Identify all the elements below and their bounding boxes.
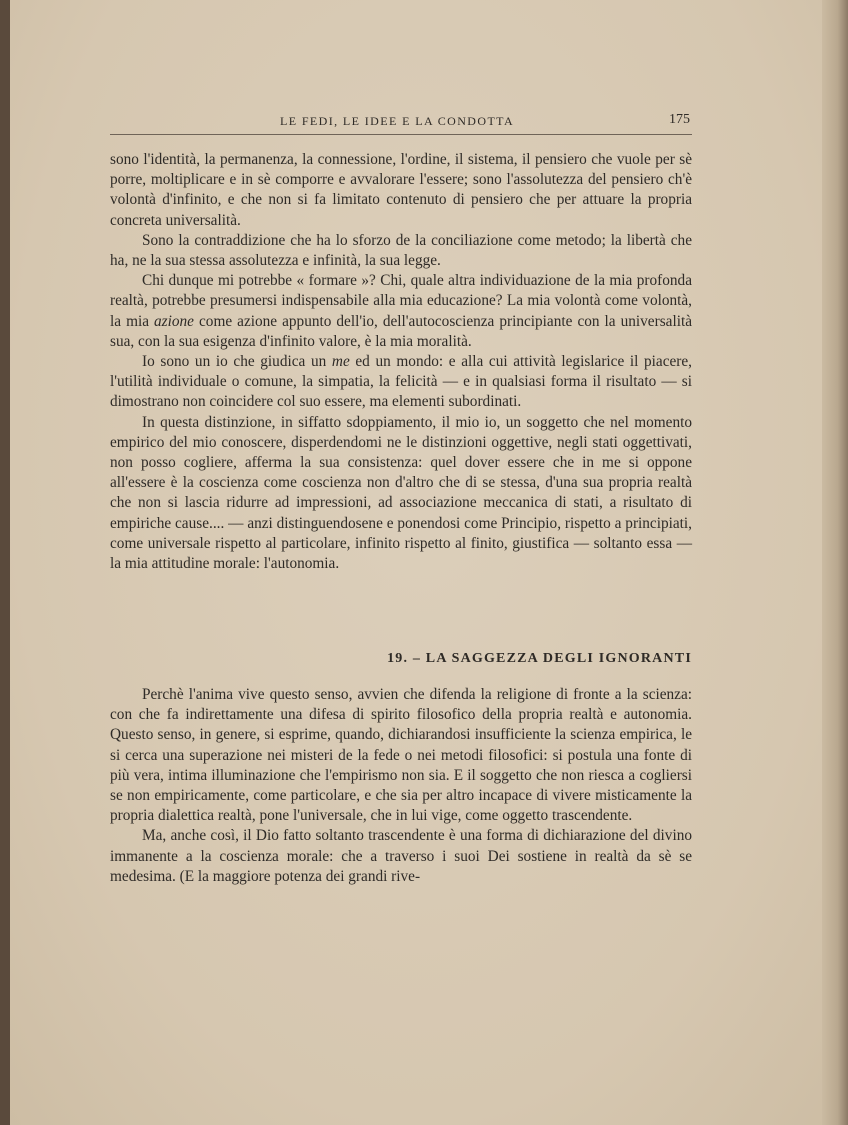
book-page: [10, 0, 832, 1125]
paragraph: Ma, anche così, il Dio fatto soltanto trascendente è una forma di dichiarazione del divino immanente a la coscienza morale: che a traverso i suoi Dei sostiene in realtà da sè se medesima. (E la maggiore potenza dei grandi rive-: [110, 827, 692, 885]
text-run: ed un mondo: e alla cui attività legislarice il piacere, l'utilità individuale o comune, la simpatia, la felicità — e in qualsiasi forma il risultato — si dimostrano non coincidere col suo essere, ma elementi subordinati.: [110, 353, 692, 411]
paragraph: [110, 352, 692, 413]
page-header: [110, 112, 692, 135]
section-heading: 19. – LA SAGGEZZA DEGLI IGNORANTI: [387, 651, 692, 666]
paragraph: Perchè l'anima vive questo senso, avvien che difenda la religione di fronte a la scienza: con che fa indirettamente una difesa di spirito filosofico della propria realtà e autonomia. Questo senso, in genere, si esprime, quando, dichiarandosi insufficiente la scienza empirica, le si cerca una superazione nei misteri de la fede o nei metodi filosofici: si postula una fonte di più vera, intima illuminazione che l'empirismo non sia. E il soggetto che non riesca a cogliersi se non empiricamente, come particolare, e che sia per altro incapace di vivere misticamente la propria dialettica realtà, pone l'universale, che in lui vige, come oggetto trascendente.: [110, 686, 692, 825]
page-edge: [822, 0, 848, 1125]
text-block-1: [110, 150, 692, 574]
paragraph: Sono la contraddizione che ha lo sforzo de la conciliazione come metodo; la libertà che ha, ne la sua stessa assolutezza e infinità, la sua legge.: [110, 231, 692, 270]
italic-word: me: [331, 353, 350, 371]
text-run: come azione appunto dell'io, dell'autocoscienza principiante con la universalità sua, con la sua esigenza d'infinito valore, è la mia moralità.: [110, 312, 692, 350]
paragraph: In questa distinzione, in siffatto sdoppiamento, il mio io, un soggetto che nel momento empirico del mio conoscere, disperdendomi ne le distinzioni oggettive, negli stati oggettivati, non posso cogliere, afferma la sua consistenza: quel dover essere che in me si oppone all'essere è la coscienza come coscienza non d'altro che di se stessa, d'una sua propria realtà che non si lascia ridurre ad impressioni, ad associazione meccanica di stati, a risultato di empiriche cause.... — anzi distinguendosene e ponendosi come Principio, rispetto a principiati, come universale rispetto al particolare, infinito rispetto al finito, giustifica — soltanto essa — la mia attitudine morale: l'autonomia.: [110, 413, 692, 573]
text-run: Io sono un io che giudica un: [142, 353, 332, 371]
italic-word: azione: [154, 312, 194, 330]
text-block-2: [110, 685, 692, 887]
text-run: Chi dunque mi potrebbe « formare »? Chi, quale altra individuazione de la mia profonda realtà, potrebbe presumersi indispensabile alla mia educazione? La mia volontà come volontà, la mia: [110, 272, 692, 330]
page-number: 175: [669, 112, 690, 127]
running-title: LE FEDI, LE IDEE E LA CONDOTTA: [280, 114, 515, 128]
paragraph: sono l'identità, la permanenza, la connessione, l'ordine, il sistema, il pensiero che vuole per sè porre, moltiplicare e in sè comporre e avvalorare l'essere; sono l'assolutezza del pensiero ch'è volontà d'infinito, e che non si fa limitato contenuto di pensiero che per attuare la propria concreta universalità.: [110, 151, 692, 229]
paragraph: [110, 271, 692, 352]
